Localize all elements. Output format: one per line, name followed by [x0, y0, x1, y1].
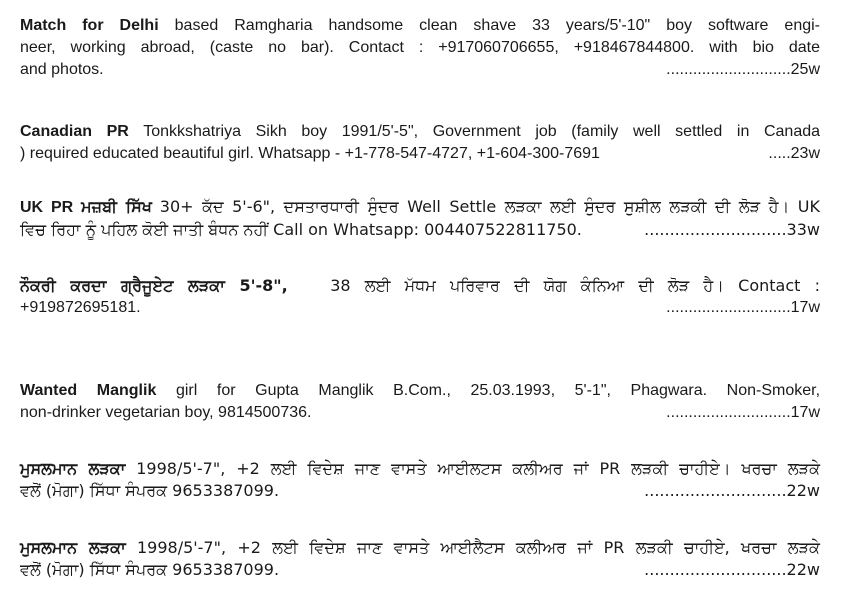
- classified-ad-canadian-pr: [20, 121, 820, 165]
- classified-ad-graduate-boy: [20, 275, 820, 319]
- ad-heading-punjabi: ਮੁਸਲਮਾਨ ਲੜਕਾ: [20, 538, 126, 557]
- ad-word-count: ............................25w: [666, 61, 820, 78]
- ad-text: based Ramgharia handsome clean shave 33 years/5'-10" boy software engi-: [174, 17, 821, 34]
- ad-word-count: ............................22w: [644, 560, 820, 579]
- ad-line: [20, 380, 820, 402]
- ad-line: [20, 143, 820, 165]
- ad-text: 1998/5'-7", +2 ਲਈ ਵਿਦੇਸ਼ ਜਾਣ ਵਾਸਤੇ ਆਈਲਟਸ ਕਲੀਅਰ ਜਾਂ PR ਲੜਕੀ ਚਾਹੀਏ। ਖਰਚਾ ਲੜਕੇ: [136, 459, 820, 478]
- ad-line: [20, 275, 820, 297]
- ad-text: 1998/5'-7", +2 ਲਈ ਵਿਦੇਸ਼ ਜਾਣ ਵਾਸਤੇ ਆਈਲੈਟਸ ਕਲੀਅਰ ਜਾਂ PR ਲੜਕੀ ਚਾਹੀਏ, ਖਰਚਾ ਲੜਕੇ: [136, 538, 820, 557]
- ad-text: ਵਲੋਂ (ਮੋਗਾ) ਸਿੱਧਾ ਸੰਪਰਕ 9653387099.: [20, 560, 280, 579]
- ad-line: [20, 458, 820, 480]
- ad-line: [20, 15, 820, 37]
- ad-heading: Match for Delhi: [20, 17, 159, 34]
- ad-text: girl for Gupta Manglik B.Com., 25.03.1993, 5'-1", Phagwara. Non-Smoker,: [175, 382, 821, 399]
- ad-word-count: ............................17w: [666, 299, 820, 316]
- ad-line: [20, 537, 820, 559]
- ad-line: [20, 219, 820, 241]
- ad-heading-punjabi: ਮੁਸਲਮਾਨ ਲੜਕਾ: [20, 459, 126, 478]
- ad-text: 38 ਲਈ ਮੱਧਮ ਪਰਿਵਾਰ ਦੀ ਯੋਗ ਕੰਨਿਆ ਦੀ ਲੋੜ ਹੈ। Contact :: [330, 276, 820, 295]
- ad-text: non-drinker vegetarian boy, 9814500736.: [20, 404, 312, 421]
- classified-ad-wanted-manglik: [20, 380, 820, 424]
- ad-text: Tonkkshatriya Sikh boy 1991/5'-5", Government job (family well settled in Canada: [143, 123, 821, 140]
- ad-word-count: ............................22w: [644, 481, 820, 500]
- classified-ad-muslim-boy-1: [20, 458, 820, 502]
- ad-line: [20, 297, 820, 319]
- ad-text: ਵਲੋਂ (ਮੋਗਾ) ਸਿੱਧਾ ਸੰਪਰਕ 9653387099.: [20, 481, 280, 500]
- ad-heading-punjabi: ਨੌਕਰੀ ਕਰਦਾ ਗ੍ਰੈਜੂਏਟ ਲੜਕਾ 5'-8",: [20, 276, 288, 295]
- ad-heading: UK PR: [20, 199, 74, 216]
- ad-line: [20, 480, 820, 502]
- ad-line: [20, 121, 820, 143]
- classified-ad-muslim-boy-2: [20, 537, 820, 581]
- ad-heading: Canadian PR: [20, 123, 129, 140]
- ad-line: [20, 402, 820, 424]
- ad-heading: Wanted Manglik: [20, 382, 157, 399]
- ad-line: [20, 559, 820, 581]
- classified-ad-uk-pr: [20, 196, 820, 241]
- ad-text: ) required educated beautiful girl. Whatsapp - +1-778-547-4727, +1-604-300-7691: [20, 145, 600, 162]
- ad-word-count: .....23w: [768, 145, 820, 162]
- ad-line: [20, 59, 820, 81]
- ad-word-count: ............................33w: [644, 220, 820, 239]
- ad-text: 30+ ਕੱਦ 5'-6", ਦਸਤਾਰਧਾਰੀ ਸੁੰਦਰ Well Settle ਲੜਕਾ ਲਈ ਸੁੰਦਰ ਸੁਸ਼ੀਲ ਲੜਕੀ ਦੀ ਲੋੜ ਹੈ। UK: [159, 197, 821, 216]
- ad-word-count: ............................17w: [666, 404, 820, 421]
- ad-text: ਵਿਚ ਰਿਹਾ ਨੂੰ ਪਹਿਲ ਕੋਈ ਜਾਤੀ ਬੰਧਨ ਨਹੀਂ Call on Whatsapp: 004407522811750.: [20, 220, 582, 239]
- classified-ad-match-for-delhi: [20, 15, 820, 81]
- ad-text: +919872695181.: [20, 299, 141, 316]
- ad-text: and photos.: [20, 61, 104, 78]
- ad-line: [20, 196, 820, 219]
- ad-heading-punjabi: ਮਜ਼ਬੀ ਸਿੱਖ: [81, 197, 152, 216]
- ad-line: neer, working abroad, (caste no bar). Contact : +917060706655, +918467844800. with bio date: [20, 39, 820, 56]
